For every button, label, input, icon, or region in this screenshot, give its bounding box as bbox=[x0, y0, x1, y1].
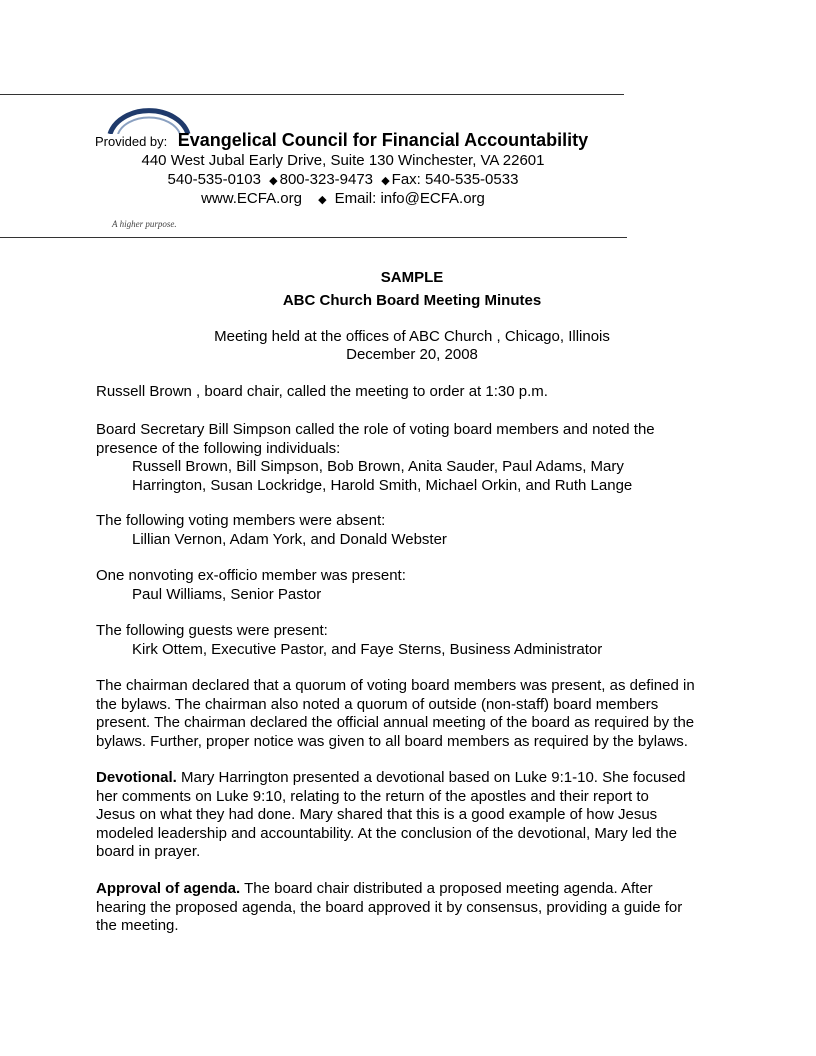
quorum-line: The chairman declared that a quorum of voting board members was present, as defined in bbox=[96, 677, 695, 694]
exofficio-names: Paul Williams, Senior Pastor bbox=[132, 585, 322, 603]
devotional-line: modeled leadership and accountability. At the conclusion of the devotional, Mary led the bbox=[96, 824, 677, 842]
agenda-paragraph bbox=[96, 880, 726, 936]
tagline: A higher purpose. bbox=[112, 219, 177, 229]
agenda-line bbox=[96, 880, 726, 899]
absent-section bbox=[96, 512, 726, 549]
exofficio-section bbox=[96, 567, 726, 604]
agenda-line: hearing the proposed agenda, the board approved it by consensus, providing a guide for bbox=[96, 898, 683, 916]
agenda-line: the meeting. bbox=[96, 917, 179, 934]
roll-call-paragraph bbox=[96, 421, 726, 495]
header-bottom-rule bbox=[0, 237, 627, 238]
quorum-line: present. The chairman declared the official annual meeting of the board as required by the bbox=[96, 714, 695, 731]
absent-intro: The following voting members were absent: bbox=[96, 512, 386, 529]
header-top-rule bbox=[0, 94, 624, 95]
agenda-text: The board chair distributed a proposed meeting agenda. After bbox=[240, 880, 653, 897]
devotional-heading: Devotional. bbox=[96, 769, 177, 786]
phone-secondary: 800-323-9473 bbox=[279, 171, 374, 188]
devotional-line: board in prayer. bbox=[96, 843, 201, 860]
devotional-line: her comments on Luke 9:10, relating to the return of the apostles and their report to bbox=[96, 787, 649, 805]
provided-by-label: Provided by: bbox=[95, 134, 168, 149]
guests-names: Kirk Ottem, Executive Pastor, and Faye Sterns, Business Administrator bbox=[132, 640, 603, 658]
devotional-paragraph bbox=[96, 769, 726, 862]
diamond-bullet-icon: ◆ bbox=[269, 175, 278, 187]
document-title: ABC Church Board Meeting Minutes bbox=[282, 292, 542, 309]
meeting-place: Meeting held at the offices of ABC Church , Chicago, Illinois bbox=[214, 328, 610, 345]
quorum-paragraph bbox=[96, 677, 726, 751]
roll-call-line: Board Secretary Bill Simpson called the role of voting board members and noted the bbox=[96, 421, 655, 438]
organization-name: Evangelical Council for Financial Accountability bbox=[177, 130, 589, 150]
devotional-line bbox=[96, 769, 726, 788]
absent-names: Lillian Vernon, Adam York, and Donald Webster bbox=[132, 530, 447, 548]
devotional-line: Jesus on what they had done. Mary shared that this is a good example of how Jesus bbox=[96, 806, 658, 823]
sample-label: SAMPLE bbox=[380, 269, 444, 286]
website-link[interactable]: www.ECFA.org bbox=[201, 190, 302, 207]
agenda-heading: Approval of agenda. bbox=[96, 880, 241, 897]
devotional-text: Mary Harrington presented a devotional based on Luke 9:1-10. She focused bbox=[176, 769, 686, 786]
guests-section bbox=[96, 622, 726, 659]
contact-line bbox=[0, 190, 686, 207]
fax-number: Fax: 540-535-0533 bbox=[391, 171, 519, 188]
provided-by-line bbox=[95, 130, 588, 151]
quorum-line: bylaws. Further, proper notice was given to all board members as required by the bylaws. bbox=[96, 732, 688, 750]
present-members-line: Harrington, Susan Lockridge, Harold Smith, Michael Orkin, and Ruth Lange bbox=[132, 476, 633, 494]
email-link[interactable]: Email: info@ECFA.org bbox=[334, 190, 485, 207]
meeting-date: December 20, 2008 bbox=[346, 346, 478, 363]
diamond-bullet-icon: ◆ bbox=[381, 175, 390, 187]
quorum-line: the bylaws. The chairman also noted a quorum of outside (non-staff) board members bbox=[96, 695, 659, 713]
phone-line bbox=[0, 171, 686, 188]
call-to-order: Russell Brown , board chair, called the meeting to order at 1:30 p.m. bbox=[96, 383, 548, 400]
guests-intro: The following guests were present: bbox=[96, 622, 328, 639]
diamond-bullet-icon: ◆ bbox=[318, 194, 327, 206]
roll-call-line: presence of the following individuals: bbox=[96, 439, 341, 457]
address-line: 440 West Jubal Early Drive, Suite 130 Winchester, VA 22601 bbox=[141, 152, 545, 169]
phone-primary: 540-535-0103 bbox=[167, 171, 261, 188]
exofficio-intro: One nonvoting ex-officio member was present: bbox=[96, 567, 406, 584]
present-members-line: Russell Brown, Bill Simpson, Bob Brown, Anita Sauder, Paul Adams, Mary bbox=[132, 458, 624, 475]
